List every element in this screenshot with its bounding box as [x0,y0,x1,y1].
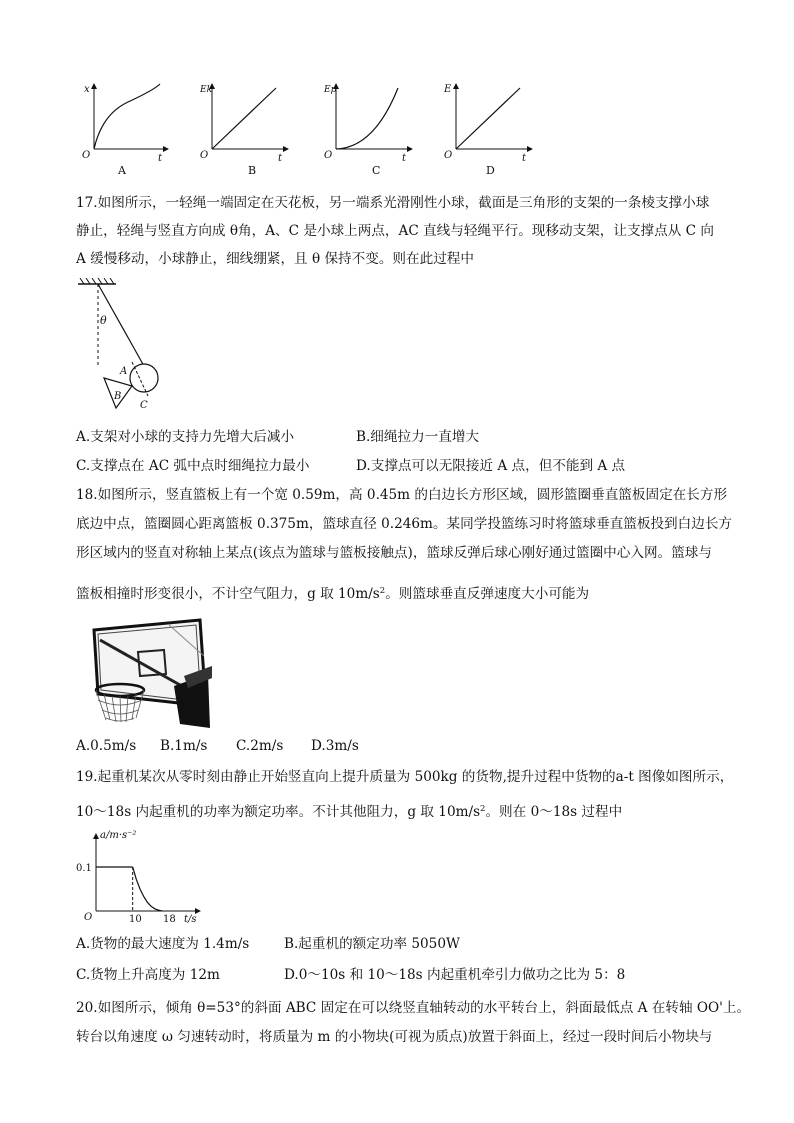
q18-line-3: 形区域内的竖直对称轴上某点(该点为篮球与篮板接触点)，篮球反弹后球心刚好通过篮圈中心入网。篮球与 [76,545,712,561]
point-c-label: C [140,400,148,411]
q18-option-c[interactable]: C.2m/s [236,738,284,754]
graph-a-ylabel: x [84,84,90,95]
q19-line-2: 10～18s 内起重机的功率为额定功率。不计其他阻力，g 取 $10m/s^2$。则在 0～18s 过程中 [76,804,623,820]
graph-b [199,84,288,176]
q17-option-b[interactable]: B.细绳拉力一直增大 [356,429,480,445]
a-t-xtick-10: 10 [129,914,142,925]
curve-a [94,84,160,149]
theta-label: θ [100,314,107,327]
graph-c [323,84,412,176]
q17-option-a[interactable]: A.支架对小球的支持力先增大后减小 [76,429,295,445]
graph-c-ylabel: Ep [324,85,337,95]
graph-b-ylabel: Ek [200,85,213,95]
graph-c-origin: O [324,150,333,161]
a-t-origin: O [84,912,93,923]
line-d [456,88,520,149]
ball [130,364,158,392]
q18-line-2: 底边中点，篮圈圆心距离篮板 0.375m，篮球直径 0.246m。某同学投篮练习时将篮球垂直篮板投到白边长方 [76,516,733,532]
graph-d [443,84,532,176]
q19-option-a[interactable]: A.货物的最大速度为 1.4m/s [76,936,250,952]
graph-options-figure [76,76,536,176]
graph-a-xlabel: t [158,153,163,164]
q17-option-c[interactable]: C.支撑点在 AC 弧中点时细绳拉力最小 [76,458,310,474]
q19-option-b[interactable]: B.起重机的额定功率 5050W [284,936,460,952]
a-t-ylabel: a/m·s⁻² [100,830,137,841]
q17-line-1: 17.如图所示，一轻绳一端固定在天花板，另一端系光滑刚性小球，截面是三角形的支架的一条棱支撑小球 [76,195,710,211]
graph-a [82,84,168,176]
graph-d-origin: O [444,150,453,161]
q18-option-b[interactable]: B.1m/s [160,738,208,754]
q18-option-d[interactable]: D.3m/s [311,738,359,754]
graph-a-origin: O [82,150,91,161]
q17-figure [76,278,176,414]
graph-b-caption: B [248,164,257,176]
graph-a-caption: A [118,164,126,176]
line-b [212,88,276,149]
graph-b-origin: O [200,150,209,161]
basketball-backboard-image [88,616,212,728]
q19-option-d[interactable]: D.0～10s 和 10～18s 内起重机牵引力做功之比为 5：8 [284,967,626,983]
graph-c-xlabel: t [402,153,407,164]
point-b-label: B [114,391,122,402]
graph-d-ylabel: E [444,84,452,95]
q19-line-1: 19.起重机某次从零时刻由静止开始竖直向上提升质量为 500kg 的货物,提升过程中货物的a-t 图像如图所示， [76,769,734,785]
a-t-decay-curve [133,867,162,911]
q17-line-3: A 缓慢移动，小球静止，细线绷紧，且 θ 保持不变。则在此过程中 [76,251,474,267]
graph-d-caption: D [486,164,495,176]
q18-line-4: 篮板相撞时形变很小，不计空气阻力，g 取 $10m/s^2$。则篮球垂直反弹速度大小可能为 [76,586,590,602]
graph-c-caption: C [372,164,381,176]
a-t-ytick-0.1: 0.1 [76,863,92,874]
q18-option-a[interactable]: A.0.5m/s [76,738,137,754]
graph-d-xlabel: t [522,153,527,164]
graph-b-xlabel: t [278,153,283,164]
curve-c [336,88,398,149]
a-t-xlabel: t/s [184,914,197,925]
a-t-xtick-18: 18 [163,914,176,925]
q19-option-c[interactable]: C.货物上升高度为 12m [76,967,220,983]
a-t-chart [76,826,206,926]
q17-option-d[interactable]: D.支撑点可以无限接近 A 点，但不能到 A 点 [356,458,626,474]
q17-line-2: 静止，轻绳与竖直方向成 θ角，A、C 是小球上两点，AC 直线与轻绳平行。现移动支架，让支撑点从 C 向 [76,223,714,239]
q20-line-1: 20.如图所示，倾角 θ=53°的斜面 ABC 固定在可以绕竖直轴转动的水平转台上，斜面最低点 A 在转轴 OO'上。 [76,1000,751,1016]
point-a-label: A [120,366,128,377]
q18-line-1: 18.如图所示，竖直篮板上有一个宽 0.59m，高 0.45m 的白边长方形区域，圆形篮圈垂直篮板固定在长方形 [76,487,728,503]
q20-line-2: 转台以角速度 ω 匀速转动时，将质量为 m 的小物块(可视为质点)放置于斜面上，经过一段时间后小物块与 [76,1029,713,1045]
